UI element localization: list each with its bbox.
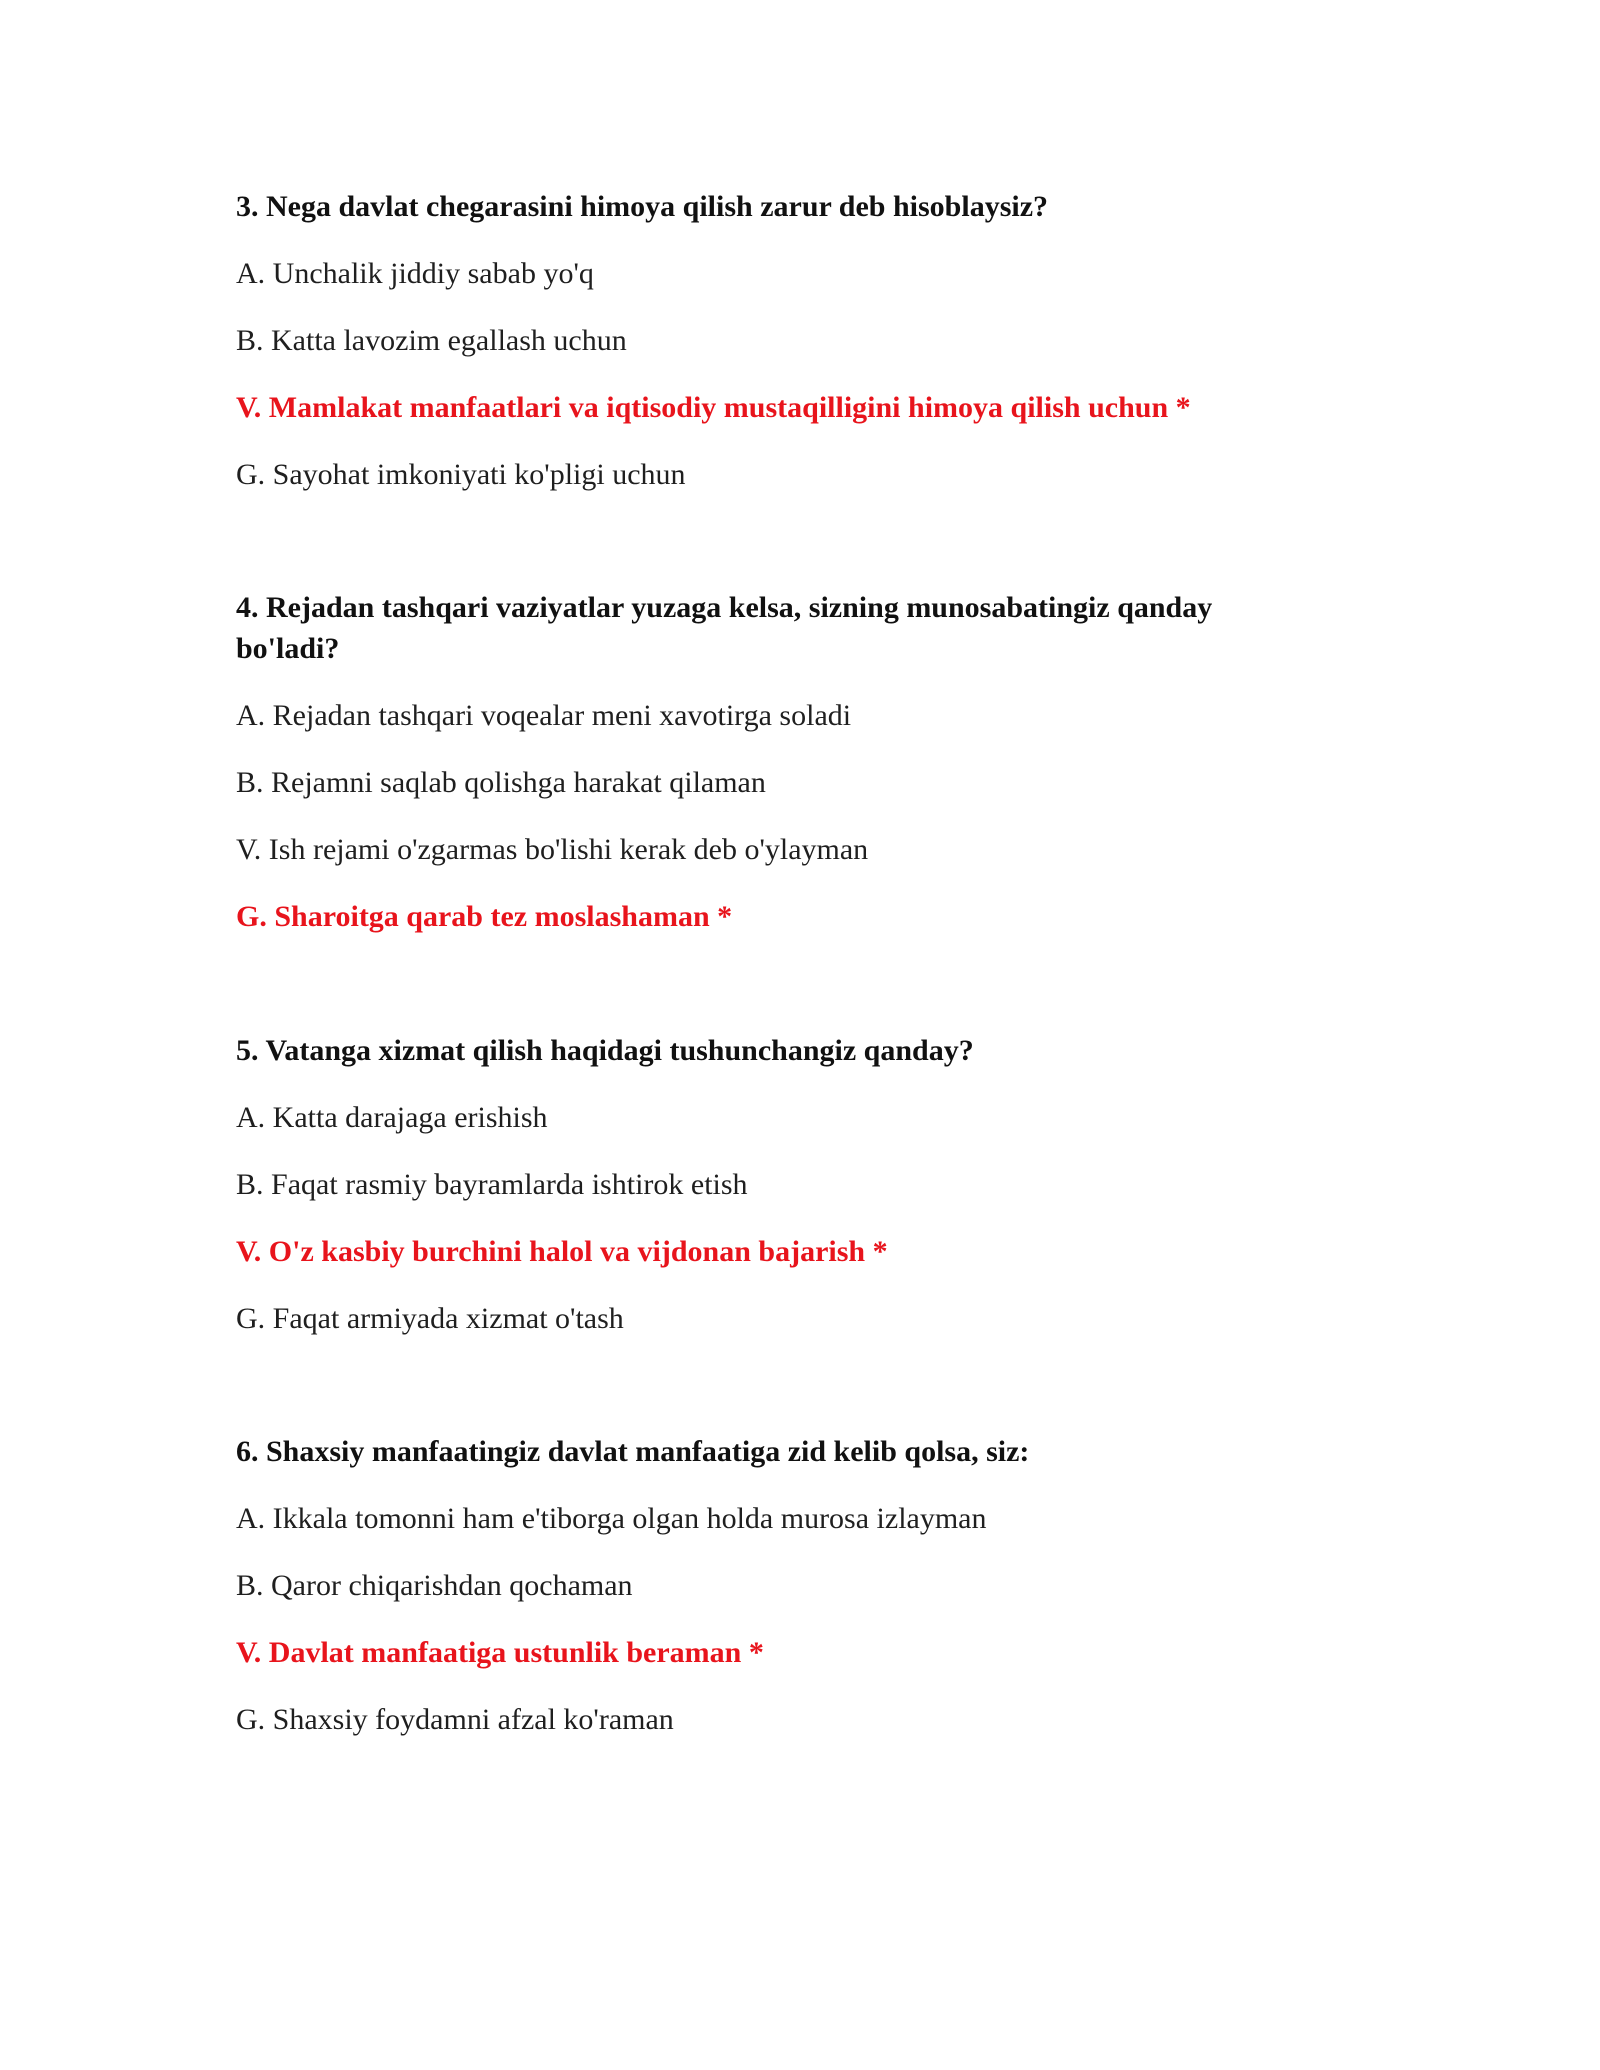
question-block-5 (236, 1030, 1316, 1335)
question-5-option-v-correct: V. O'z kasbiy burchini halol va vijdonan bajarish * (236, 1235, 888, 1268)
question-4-text: 4. Rejadan tashqari vaziyatlar yuzaga kelsa, sizning munosabatingiz qanday bo'ladi? (236, 591, 1213, 665)
question-4-option-g-correct: G. Sharoitga qarab tez moslashaman * (236, 900, 733, 933)
question-6-option-v-correct: V. Davlat manfaatiga ustunlik beraman * (236, 1636, 764, 1669)
question-3-option-a: A. Unchalik jiddiy sabab yo'q (236, 257, 594, 290)
question-3-option-g: G. Sayohat imkoniyati ko'pligi uchun (236, 458, 686, 491)
question-6-option-g: G. Shaxsiy foydamni afzal ko'raman (236, 1703, 674, 1736)
question-6-text: 6. Shaxsiy manfaatingiz davlat manfaatiga zid kelib qolsa, siz: (236, 1435, 1030, 1468)
question-block-3 (236, 186, 1316, 491)
question-5-option-g: G. Faqat armiyada xizmat o'tash (236, 1302, 624, 1335)
question-block-6 (236, 1431, 1316, 1736)
question-3-option-b: B. Katta lavozim egallash uchun (236, 324, 627, 357)
question-3-text: 3. Nega davlat chegarasini himoya qilish zarur deb hisoblaysiz? (236, 190, 1049, 223)
question-5-text: 5. Vatanga xizmat qilish haqidagi tushunchangiz qanday? (236, 1034, 974, 1067)
question-5-option-b: B. Faqat rasmiy bayramlarda ishtirok etish (236, 1168, 748, 1201)
question-5-option-a: A. Katta darajaga erishish (236, 1101, 548, 1134)
question-6-option-a: A. Ikkala tomonni ham e'tiborga olgan holda murosa izlayman (236, 1502, 987, 1535)
question-3-option-v-correct: V. Mamlakat manfaatlari va iqtisodiy mustaqilligini himoya qilish uchun * (236, 391, 1191, 424)
question-4-option-v: V. Ish rejami o'zgarmas bo'lishi kerak deb o'ylayman (236, 833, 869, 866)
question-4-option-b: B. Rejamni saqlab qolishga harakat qilaman (236, 766, 766, 799)
question-4-option-a: A. Rejadan tashqari voqealar meni xavotirga soladi (236, 699, 852, 732)
question-6-option-b: B. Qaror chiqarishdan qochaman (236, 1569, 633, 1602)
question-block-4 (236, 587, 1316, 933)
